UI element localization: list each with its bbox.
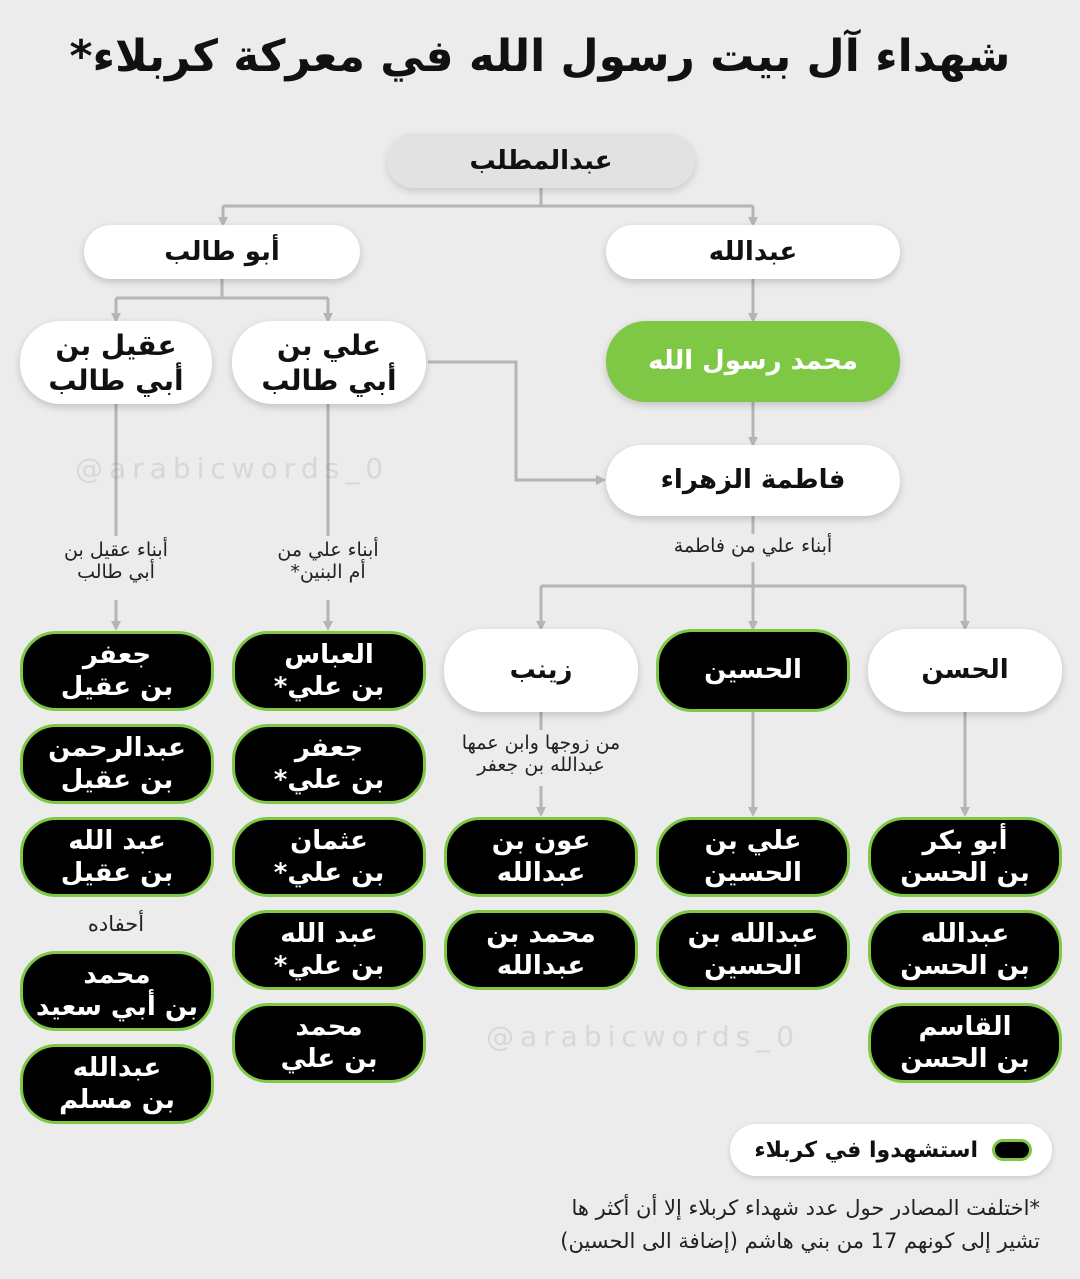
note-grandsons: أحفاده xyxy=(87,912,145,936)
martyr-node: العباس بن علي* xyxy=(232,631,426,711)
note-ali-fatima: أبناء علي من فاطمة xyxy=(673,535,833,557)
legend-label: استشهدوا في كربلاء xyxy=(754,1137,978,1163)
legend xyxy=(730,1124,1052,1176)
martyr-node: عبدالله بن الحسين xyxy=(656,910,850,990)
note-aqeel-sons: أبناء عقيل بن أبي طالب xyxy=(64,539,168,583)
node-fatima: فاطمة الزهراء xyxy=(606,445,900,516)
martyr-node: أبو بكر بن الحسن xyxy=(868,817,1062,897)
martyr-node: محمد بن علي xyxy=(232,1003,426,1083)
martyr-node: عبدالله بن الحسن xyxy=(868,910,1062,990)
martyr-node: علي بن الحسين xyxy=(656,817,850,897)
node-hussein: الحسين xyxy=(656,629,850,712)
martyr-node: عبدالله بن مسلم xyxy=(20,1044,214,1124)
page-title: شهداء آل بيت رسول الله في معركة كربلاء* xyxy=(69,31,1011,82)
node-muhammad: محمد رسول الله xyxy=(606,321,900,402)
node-abd-al-muttalib: عبدالمطلب xyxy=(387,134,695,188)
martyr-node: محمد بن أبي سعيد xyxy=(20,951,214,1031)
node-ali: علي بن أبي طالب xyxy=(232,321,426,404)
note-ali-umm-albanin: أبناء علي من أم البنين* xyxy=(277,539,379,583)
node-abu-talib: أبو طالب xyxy=(84,225,360,279)
node-aqeel: عقيل بن أبي طالب xyxy=(20,321,212,404)
watermark: @arabicwords_0 xyxy=(486,1020,801,1053)
watermark: @arabicwords_0 xyxy=(75,452,390,485)
martyr-node: جعفر بن علي* xyxy=(232,724,426,804)
martyr-node: عثمان بن علي* xyxy=(232,817,426,897)
martyr-node: عبدالرحمن بن عقيل xyxy=(20,724,214,804)
note-zainab-husband: من زوجها وابن عمها عبدالله بن جعفر xyxy=(461,732,621,776)
node-abdullah: عبدالله xyxy=(606,225,900,279)
footnote: *اختلفت المصادر حول عدد شهداء كربلاء إلا أن أكثر ها تشير إلى كونهم 17 من بني هاشم (إضافة الى الحسين) xyxy=(560,1196,1040,1253)
node-zainab: زينب xyxy=(444,629,638,712)
legend-swatch xyxy=(992,1139,1032,1161)
node-hasan: الحسن xyxy=(868,629,1062,712)
martyr-node: القاسم بن الحسن xyxy=(868,1003,1062,1083)
martyr-node: محمد بن عبدالله xyxy=(444,910,638,990)
martyr-node: عون بن عبدالله xyxy=(444,817,638,897)
martyr-node: جعفر بن عقيل xyxy=(20,631,214,711)
martyr-node: عبد الله بن علي* xyxy=(232,910,426,990)
martyr-node: عبد الله بن عقيل xyxy=(20,817,214,897)
